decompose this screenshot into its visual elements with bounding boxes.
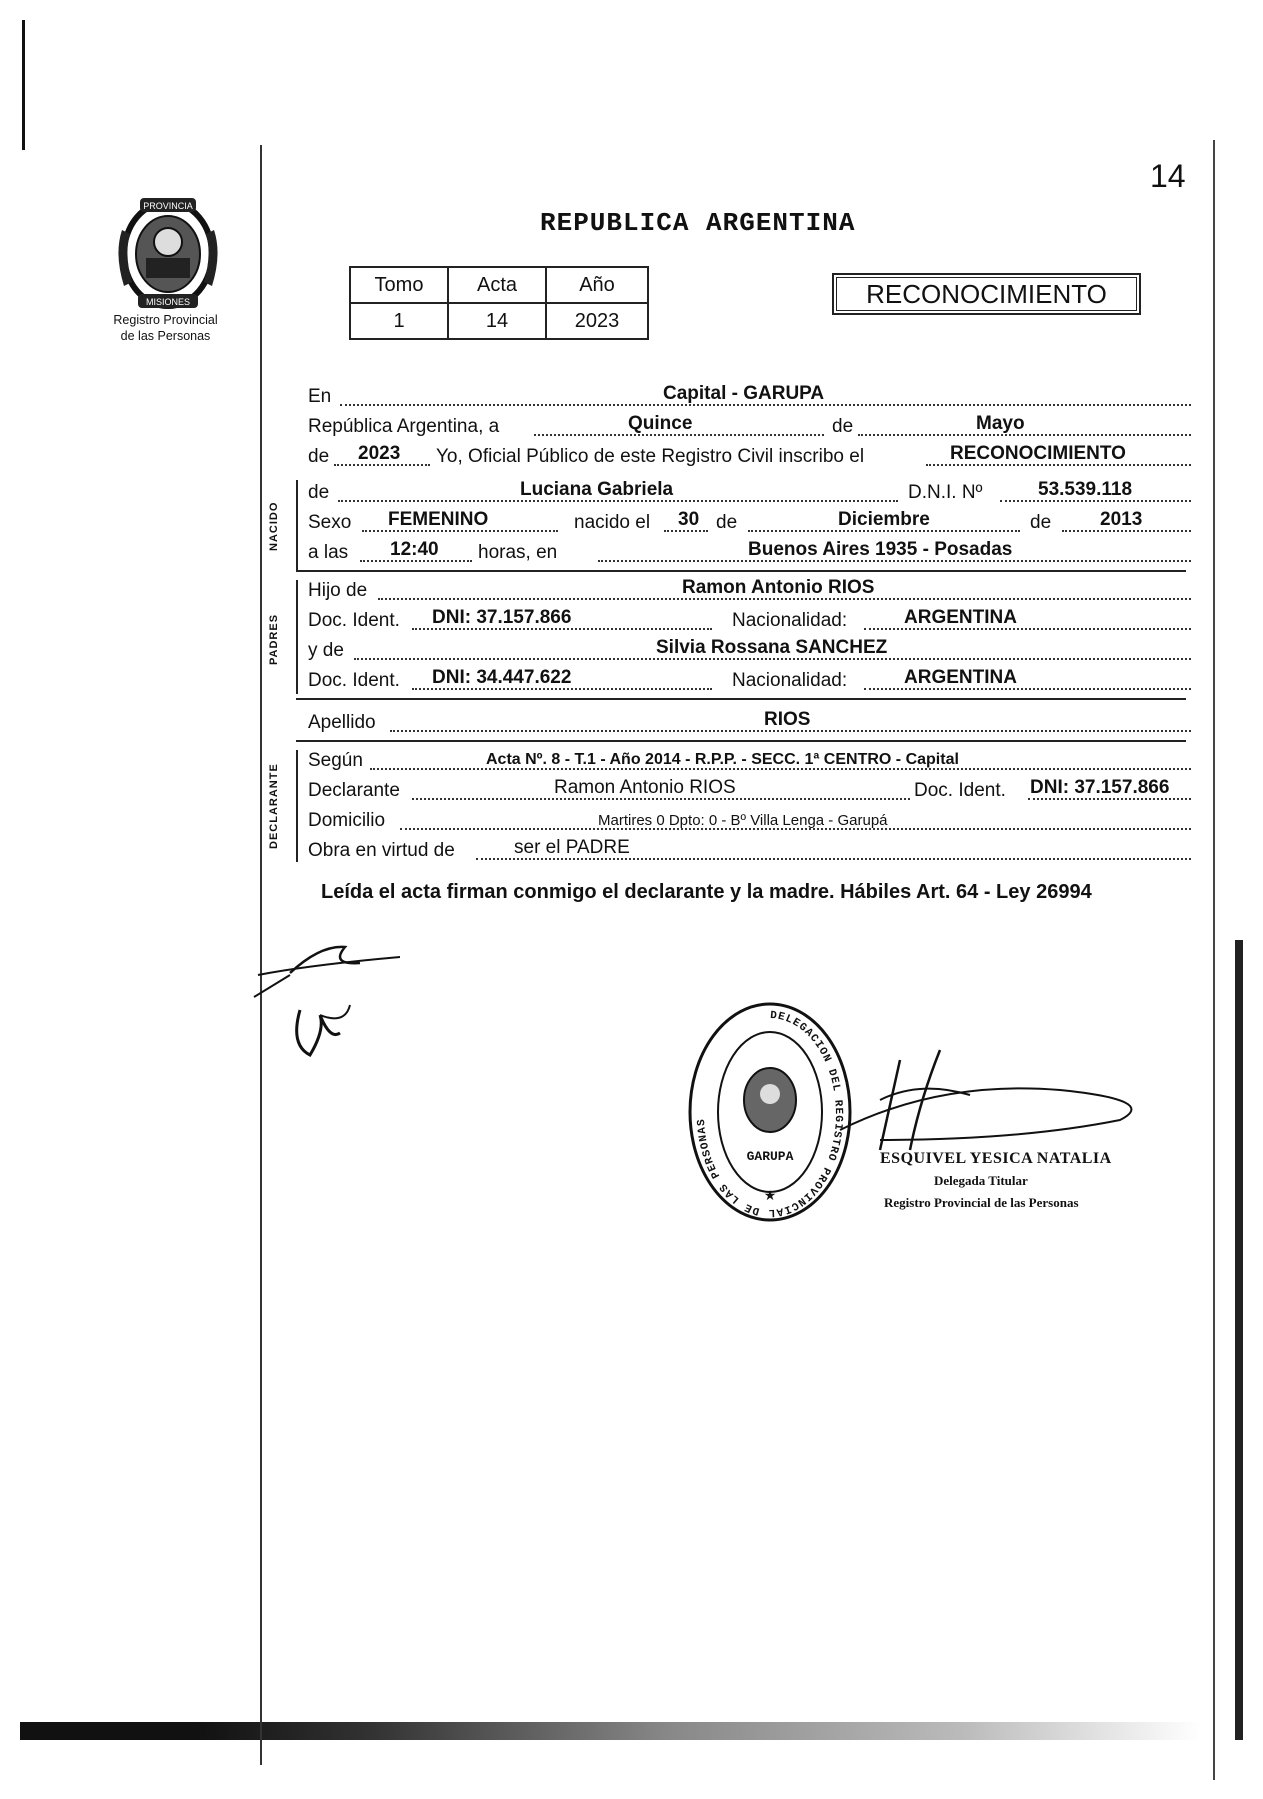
official-name: ESQUIVEL YESICA NATALIA (880, 1150, 1112, 1167)
value-sexo: FEMENINO (388, 509, 489, 530)
page-number: 14 (1150, 158, 1186, 194)
record-table-header: Tomo (350, 267, 448, 303)
label-hijo: Hijo de (308, 580, 368, 601)
label-obra: Obra en virtud de (308, 840, 455, 861)
scan-right-edge (1235, 940, 1243, 1740)
value-lugar: Buenos Aires 1935 - Posadas (748, 539, 1013, 560)
scan-bottom-bar (20, 1722, 1200, 1740)
value-madre: Silvia Rossana SANCHEZ (656, 637, 888, 658)
section-divider (296, 570, 1186, 572)
record-table-value-row (350, 303, 648, 339)
value-nacido-anio: 2013 (1100, 509, 1143, 530)
row-sexo (308, 508, 1191, 536)
row-padre-doc (308, 606, 1191, 634)
label-nombre: de (308, 482, 330, 503)
record-type-box: RECONOCIMIENTO (832, 273, 1141, 315)
value-madre-nac: ARGENTINA (904, 667, 1017, 688)
section-divider (296, 698, 1186, 700)
row-domicilio (308, 806, 1191, 834)
record-table (349, 266, 649, 340)
row-madre (308, 636, 1191, 664)
row-apellido (308, 708, 1191, 736)
label-de: de (832, 416, 854, 437)
value-dni: 53.539.118 (1038, 479, 1133, 500)
label-horas: horas, en (478, 542, 558, 563)
record-table-value: 14 (448, 303, 546, 339)
label-yde: y de (308, 640, 344, 661)
value-padre-doc: DNI: 37.157.866 (432, 607, 572, 628)
value-mes: Mayo (976, 413, 1025, 434)
row-hijo (308, 576, 1191, 604)
label-nacionalidad2: Nacionalidad: (732, 670, 848, 691)
value-obra: ser el PADRE (514, 837, 630, 858)
label-alas: a las (308, 542, 349, 563)
side-label-nacido: NACIDO (268, 501, 280, 551)
value-anio: 2023 (358, 443, 401, 464)
record-table-value: 1 (350, 303, 448, 339)
official-role: Delegada Titular (934, 1173, 1028, 1188)
logo-top-text: PROVINCIA (143, 201, 193, 211)
value-hora: 12:40 (390, 539, 439, 560)
label-domicilio: Domicilio (308, 810, 386, 831)
value-apellido: RIOS (764, 709, 811, 730)
value-padre-nac: ARGENTINA (904, 607, 1017, 628)
margin-line-right (1213, 140, 1215, 1780)
label-nacido: nacido el (574, 512, 651, 533)
label-doc: Doc. Ident. (308, 610, 400, 631)
label-nacido-de2: de (1030, 512, 1052, 533)
section-bar-padres (296, 580, 298, 694)
label-segun: Según (308, 750, 363, 771)
label-nacido-de: de (716, 512, 738, 533)
value-nacido-mes: Diciembre (838, 509, 930, 530)
value-dia: Quince (628, 413, 693, 434)
value-domicilio: Martires 0 Dpto: 0 - Bº Villa Lenga - Garupá (598, 812, 888, 829)
label-dni: D.N.I. Nº (908, 482, 983, 503)
official-registry: Registro Provincial de las Personas (884, 1195, 1079, 1210)
value-segun: Acta Nº. 8 - T.1 - Año 2014 - R.P.P. - SECC. 1ª CENTRO - Capital (486, 751, 959, 768)
label-de2: de (308, 446, 330, 467)
label-nacionalidad: Nacionalidad: (732, 610, 848, 631)
label-doc2: Doc. Ident. (308, 670, 400, 691)
logo-bottom-text: MISIONES (145, 297, 191, 307)
row-en (308, 382, 1191, 410)
value-nombre: Luciana Gabriela (520, 479, 674, 500)
row-republica (308, 412, 1191, 440)
record-table-header: Año (546, 267, 648, 303)
provincial-coat-of-arms-logo (112, 190, 224, 318)
value-decl-doc: DNI: 37.157.866 (1030, 777, 1170, 798)
row-inscribo (308, 442, 1191, 470)
label-republica: República Argentina, a (308, 416, 500, 437)
label-declarante: Declarante (308, 780, 400, 801)
section-bar-nacido (296, 480, 298, 570)
label-apellido: Apellido (308, 712, 376, 733)
document-title: REPUBLICA ARGENTINA (540, 208, 856, 238)
stamp-ring-text: DELEGACION DEL REGISTRO PROVINCIAL DE LAS PERSONAS (695, 1009, 844, 1219)
logo-caption-line1: Registro Provincial (113, 313, 218, 327)
row-madre-doc (308, 666, 1191, 694)
value-inscribo: RECONOCIMIENTO (950, 443, 1126, 464)
value-en: Capital - GARUPA (663, 383, 825, 404)
logo-caption-line2: de las Personas (120, 329, 211, 343)
value-declarante: Ramon Antonio RIOS (554, 777, 736, 798)
record-table-header: Acta (448, 267, 546, 303)
row-obra (308, 836, 1191, 864)
stamp-place: GARUPA (746, 1149, 794, 1164)
logo-caption (98, 312, 233, 344)
value-madre-doc: DNI: 34.447.622 (432, 667, 572, 688)
side-label-declarante: DECLARANTE (268, 763, 280, 849)
label-decl-doc: Doc. Ident. (914, 780, 1006, 801)
declarant-signature (250, 935, 420, 1070)
record-table-header-row (350, 267, 648, 303)
side-label-padres: PADRES (268, 613, 280, 665)
label-sexo: Sexo (308, 512, 352, 533)
section-bar-declarante (296, 750, 298, 862)
value-padre: Ramon Antonio RIOS (682, 577, 875, 598)
label-en: En (308, 386, 332, 407)
row-nombre (308, 478, 1191, 506)
closing-statement: Leída el acta firman conmigo el declarante y la madre. Hábiles Art. 64 - Ley 26994 (321, 881, 1092, 903)
label-yo: Yo, Oficial Público de este Registro Civil inscribo el (436, 446, 865, 467)
row-hora-lugar (308, 538, 1191, 566)
value-nacido-dia: 30 (678, 509, 700, 530)
section-divider (296, 740, 1186, 742)
row-segun (308, 746, 1191, 774)
row-declarante (308, 776, 1191, 804)
record-table-value: 2023 (546, 303, 648, 339)
scan-edge-line (22, 20, 25, 150)
svg-text:★: ★ (763, 1187, 777, 1203)
